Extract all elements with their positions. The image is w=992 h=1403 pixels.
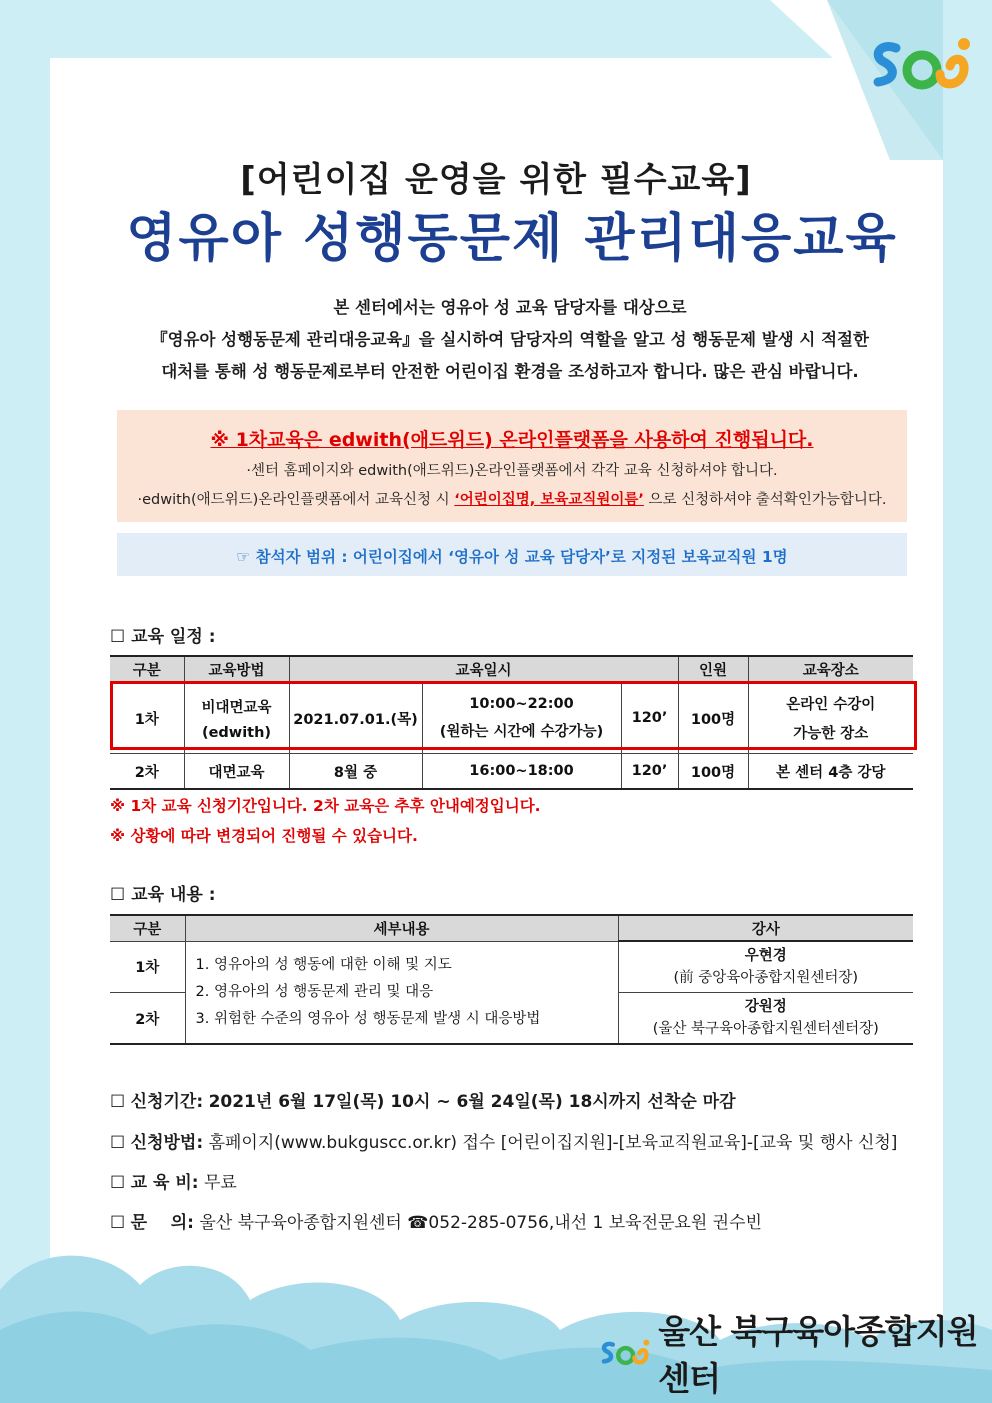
table-row (110, 754, 913, 790)
place-line-1: 온라인 수강이 (786, 697, 876, 713)
round-cell: 1차 (110, 682, 184, 754)
notice-line-1: ·센터 홈페이지와 edwith(애드위드)온라인플랫폼에서 각각 교육 신청하셔야 합니다. (246, 463, 778, 479)
time-line-2: (원하는 시간에 수강가능) (439, 723, 604, 740)
header-place: 교육장소 (748, 656, 913, 682)
info-contact (110, 1208, 762, 1233)
method-label: 신청방법: (130, 1133, 204, 1153)
content-title-text: 교육 내용 : (131, 885, 216, 905)
method-cell: 대면교육 (184, 754, 289, 790)
checkbox-square-icon: ☐ (110, 627, 126, 647)
lecturer-name: 강원정 (744, 999, 787, 1015)
intro-line-1: 본 센터에서는 영유아 성 교육 담당자를 대상으로 (333, 298, 687, 317)
header-detail: 세부내용 (185, 915, 618, 941)
contact-value: 울산 북구육아종합지원센터 ☎052-285-0756,내선 1 보육전문요원 권수빈 (199, 1213, 762, 1233)
content-table (110, 914, 913, 1045)
footer-logo-icon (598, 1328, 652, 1378)
notice-line-2 (117, 488, 907, 509)
method-line-1: 비대면교육 (201, 699, 272, 716)
schedule-section-title (110, 622, 216, 647)
page-title: 영유아 성행동문제 관리대응교육 (126, 209, 898, 269)
table-row (110, 941, 913, 993)
detail-item: 2. 영유아의 성 행동문제 관리 및 대응 (195, 983, 434, 1000)
schedule-note-1: ※ 1차 교육 신청기간입니다. 2차 교육은 추후 안내예정입니다. (110, 797, 541, 815)
duration-cell: 120’ (621, 682, 678, 754)
fee-label: 교 육 비: (130, 1173, 199, 1193)
round-cell: 1차 (110, 941, 185, 993)
info-fee (110, 1168, 237, 1193)
header-datetime: 교육일시 (289, 656, 678, 682)
lecturer-name: 우현경 (744, 948, 787, 964)
date-cell: 8월 중 (289, 754, 422, 790)
schedule-title-text: 교육 일정 : (131, 627, 216, 647)
notice-highlight: ‘어린이집명, 보육교직원이름’ (454, 492, 644, 508)
lecturer-title: (울산 북구육아종합지원센터센터장) (652, 1021, 879, 1037)
intro-line-2: 『영유아 성행동문제 관리대응교육』을 실시하여 담당자의 역할을 알고 성 행동문제 발생 시 적절한 (151, 330, 869, 349)
checkbox-square-icon: ☐ (110, 1092, 126, 1112)
center-logo-icon (866, 30, 976, 100)
detail-item: 3. 위험한 수준의 영유아 성 행동문제 발생 시 대응방법 (195, 1010, 541, 1027)
header-people: 인원 (678, 656, 748, 682)
lecturer-cell (618, 993, 913, 1045)
checkbox-square-icon: ☐ (110, 1173, 126, 1193)
header-lecturer: 강사 (618, 915, 913, 941)
round-cell: 2차 (110, 754, 184, 790)
people-cell: 100명 (678, 754, 748, 790)
schedule-note-2: ※ 상황에 따라 변경되어 진행될 수 있습니다. (110, 827, 418, 845)
round-cell: 2차 (110, 993, 185, 1045)
content-header-row (110, 915, 913, 941)
people-cell: 100명 (678, 682, 748, 754)
checkbox-square-icon: ☐ (110, 885, 126, 905)
time-line-1: 10:00~22:00 (469, 695, 574, 712)
period-value: 2021년 6월 17일(목) 10시 ~ 6월 24일(목) 18시까지 선착순 마감 (208, 1092, 736, 1112)
place-cell: 본 센터 4층 강당 (748, 754, 913, 790)
notice-headline: ※ 1차교육은 edwith(애드위드) 온라인플랫폼을 사용하여 진행됩니다. (210, 429, 814, 451)
schedule-header-row (110, 656, 913, 682)
content-section-title (110, 880, 216, 905)
header-method: 교육방법 (184, 656, 289, 682)
date-cell: 2021.07.01.(목) (289, 682, 422, 754)
checkbox-square-icon: ☐ (110, 1133, 126, 1153)
subtitle: [어린이집 운영을 위한 필수교육] (240, 160, 752, 200)
notice-line-2-prefix: ·edwith(애드위드)온라인플랫폼에서 교육신청 시 (137, 492, 450, 508)
method-line-2: (edwith) (201, 724, 272, 741)
duration-cell: 120’ (621, 754, 678, 790)
detail-cell (185, 941, 618, 1044)
attendee-text: ☞ 참석자 범위 : 어린이집에서 ‘영유아 성 교육 담당자’로 지정된 보육교직원 1명 (236, 548, 788, 566)
period-label: 신청기간: (130, 1092, 204, 1112)
method-value: 홈페이지(www.bukguscc.or.kr) 접수 [어린이집지원]-[보육교직원교육]-[교육 및 행사 신청] (208, 1133, 898, 1153)
lecturer-cell (618, 941, 913, 993)
place-line-2: 가능한 장소 (793, 726, 869, 742)
info-period (110, 1087, 736, 1112)
checkbox-square-icon: ☐ (110, 1213, 126, 1233)
lecturer-title: (前 중앙육아종합지원센터장) (673, 970, 858, 986)
detail-item: 1. 영유아의 성 행동에 대한 이해 및 지도 (195, 956, 452, 973)
intro-line-3: 대처를 통해 성 행동문제로부터 안전한 어린이집 환경을 조성하고자 합니다. 많은 관심 바랍니다. (161, 362, 859, 381)
header-round: 구분 (110, 656, 184, 682)
footer-brand (598, 1312, 992, 1398)
notice-line-2-suffix: 으로 신청하셔야 출석확인가능합니다. (648, 492, 887, 508)
fee-value: 무료 (203, 1173, 237, 1193)
footer-org-name: 울산 북구육아종합지원센터 (658, 1312, 978, 1398)
info-method (110, 1128, 897, 1153)
time-cell: 16:00~18:00 (422, 754, 621, 790)
header-round: 구분 (110, 915, 185, 941)
contact-label: 문 의: (130, 1213, 194, 1233)
highlight-frame (110, 681, 917, 750)
